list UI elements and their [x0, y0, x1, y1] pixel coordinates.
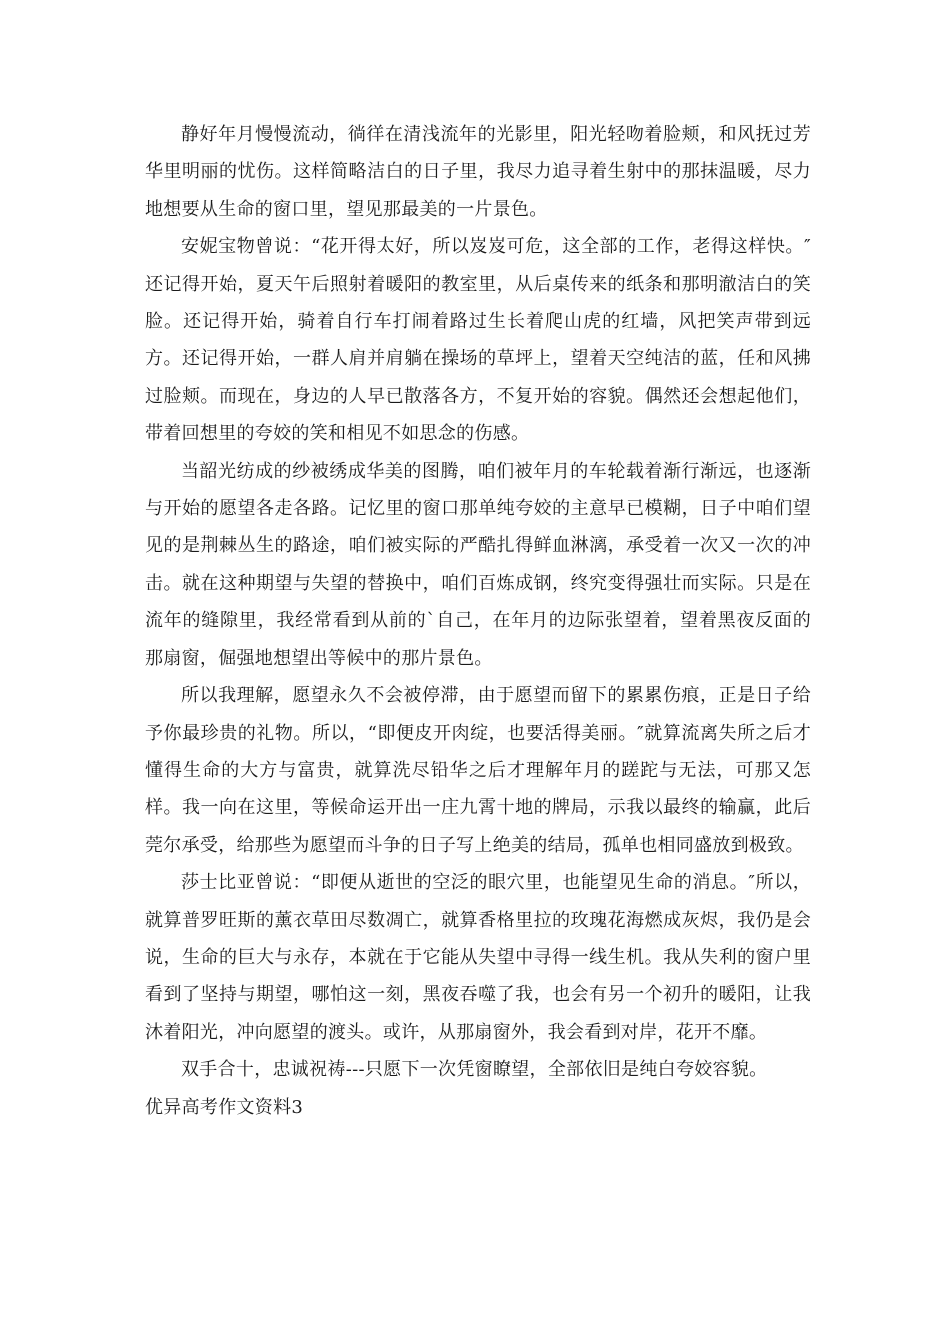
paragraph: 所以我理解，愿望永久不会被停滞，由于愿望而留下的累累伤痕，正是日子给予你最珍贵的礼物。所以，“即便皮开肉绽，也要活得美丽。″就算流离失所之后才懂得生命的大方与富贵，就算洗尽铅华之后才理解年月的蹉跎与无法，可那又怎样。我一向在这里，等候命运开出一庄九霄十地的牌局，示我以最终的输赢，此后莞尔承受，给那些为愿望而斗争的日子写上绝美的结局，孤单也相同盛放到极致。	[145, 685, 811, 856]
paragraph: 双手合十，忠诚祝祷---只愿下一次凭窗瞭望，全部依旧是纯白夸姣容貌。	[181, 1059, 768, 1081]
paragraph: 当韶光纺成的纱被绣成华美的图腾，咱们被年月的车轮载着渐行渐远，也逐渐与开始的愿望各走各路。记忆里的窗口那单纯夸姣的主意早已模糊，日子中咱们望见的是荆棘丛生的路途，咱们被实际的严酷扎得鲜血淋漓，承受着一次又一次的冲击。就在这种期望与失望的替换中，咱们百炼成钢，终究变得强壮而实际。只是在流年的缝隙里，我经常看到从前的`自己，在年月的边际张望着，望着黑夜反面的那扇窗，倔强地想望出等候中的那片景色。	[145, 460, 811, 669]
paragraph: 安妮宝物曾说：“花开得太好，所以岌岌可危，这全部的工作，老得这样快。″还记得开始，夏天午后照射着暖阳的教室里，从后桌传来的纸条和那明澈洁白的笑脸。还记得开始，骑着自行车打闹着路过生长着爬山虎的红墙，风把笑声带到远方。还记得开始，一群人肩并肩躺在操场的草坪上，望着天空纯洁的蓝，任和风拂过脸颊。而现在，身边的人早已散落各方，不复开始的容貌。偶然还会想起他们，带着回想里的夸姣的笑和相见不如思念的伤感。	[145, 236, 811, 445]
paragraph: 莎士比亚曾说：“即便从逝世的空泛的眼穴里，也能望见生命的消息。″所以，就算普罗旺斯的薰衣草田尽数凋亡，就算香格里拉的玫瑰花海燃成灰烬，我仍是会说，生命的巨大与永存，本就在于它能从失望中寻得一线生机。我从失利的窗户里看到了坚持与期望，哪怕这一刻，黑夜吞噬了我，也会有另一个初升的暖阳，让我沐着阳光，冲向愿望的渡头。或许，从那扇窗外，我会看到对岸，花开不靡。	[145, 872, 811, 1043]
section-heading: 优异高考作文资料3	[145, 1096, 304, 1118]
essay-body	[145, 116, 811, 1126]
paragraph: 静好年月慢慢流动，徜徉在清浅流年的光影里，阳光轻吻着脸颊，和风抚过芳华里明丽的忧伤。这样简略洁白的日子里，我尽力追寻着生射中的那抹温暖，尽力地想要从生命的窗口里，望见那最美的一片景色。	[145, 124, 811, 220]
